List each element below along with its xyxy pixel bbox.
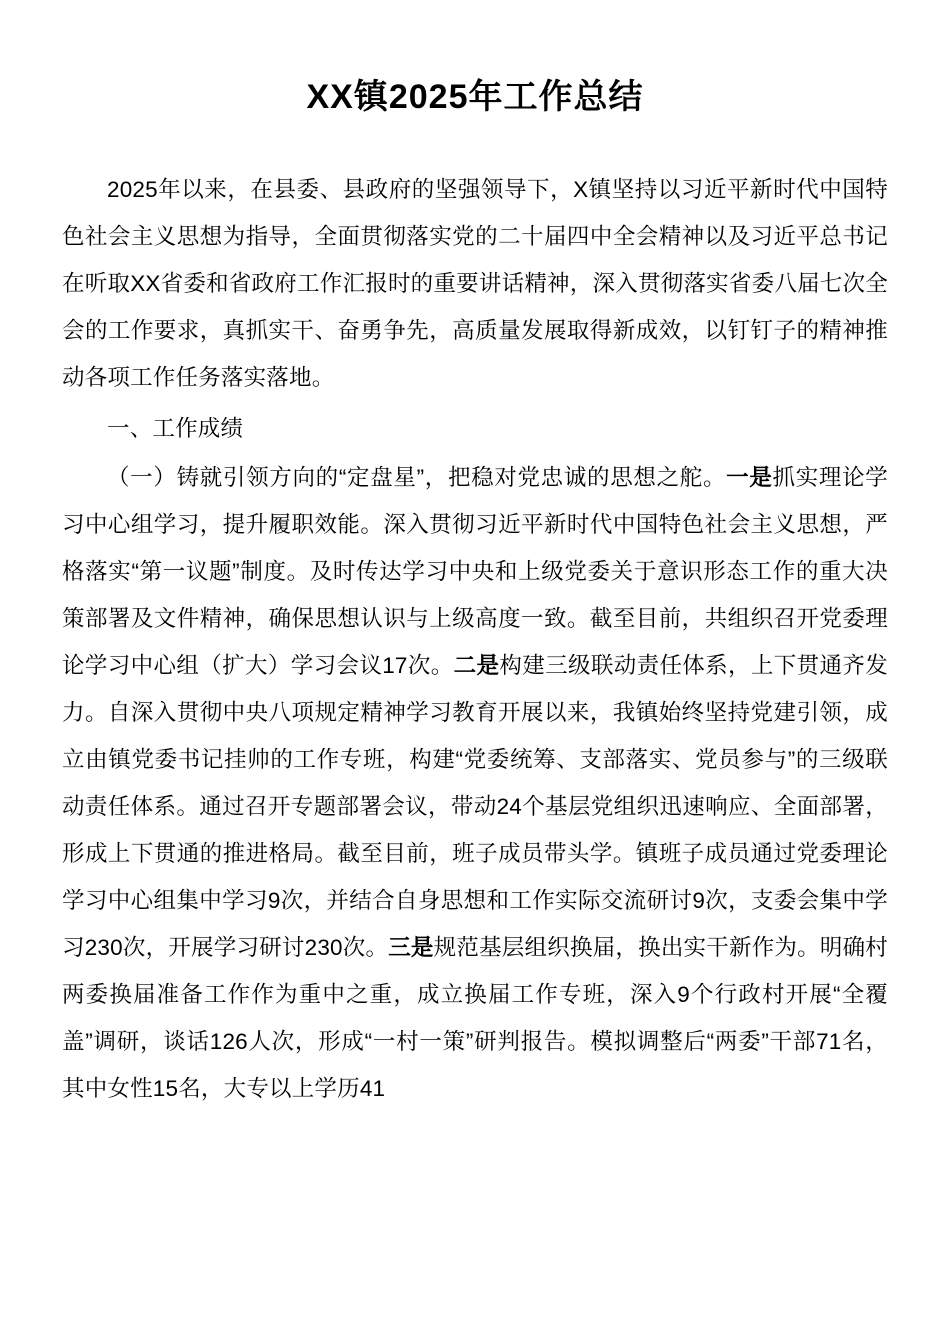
text-run-2-2: 抓实理论学习中心组学习，提升履职效能。深入贯彻习近平新时代中国特色社会主义思想，严格落实“第一议题”制度。及时传达学习中央和上级党委关于意识形态工作的重大决策部署及文件精神，确保思想认识与上级高度一致。截至目前，共组织召开党委理论学习中心组（扩大）学习会议17次。 [62, 464, 888, 678]
text-run-2-4: 构建三级联动责任体系，上下贯通齐发力。自深入贯彻中央八项规定精神学习教育开展以来，我镇始终坚持党建引领，成立由镇党委书记挂帅的工作专班，构建“党委统筹、支部落实、党员参与”的三级联动责任体系。通过召开专题部署会议，带动24个基层党组织迅速响应、全面部署，形成上下贯通的推进格局。截至目前，班子成员带头学。镇班子成员通过党委理论学习中心组集中学习9次，并结合自身思想和工作实际交流研讨9次，支委会集中学习230次，开展学习研讨230次。 [62, 652, 888, 960]
emphasis-run-2-1: 一是 [726, 464, 773, 490]
document-body [62, 166, 888, 1112]
title-spacer [62, 156, 888, 166]
heading-section-one [62, 405, 888, 452]
paragraph-subsection-one [62, 454, 888, 1112]
text-run-2-0: （一）铸就引领方向的“定盘星”，把稳对党忠诚的思想之舵。 [107, 464, 727, 490]
text-run-0-0: 2025年以来，在县委、县政府的坚强领导下，X镇坚持以习近平新时代中国特色社会主义思想为指导，全面贯彻落实党的二十届四中全会精神以及习近平总书记在听取XX省委和省政府工作汇报时的重要讲话精神，深入贯彻落实省委八届七次全会的工作要求，真抓实干、奋勇争先，高质量发展取得新成效，以钉钉子的精神推动各项工作任务落实落地。 [62, 176, 888, 390]
text-run-2-6: 规范基层组织换届，换出实干新作为。明确村两委换届准备工作作为重中之重，成立换届工作专班，深入9个行政村开展“全覆盖”调研，谈话126人次，形成“一村一策”研判报告。模拟调整后“两委”干部71名，其中女性15名，大专以上学历41 [62, 934, 888, 1101]
emphasis-run-2-3: 二是 [453, 652, 500, 678]
page-title: XX镇2025年工作总结 [306, 78, 644, 116]
paragraph-opening [62, 166, 888, 401]
text-run-1-0: 一、工作成绩 [107, 415, 244, 441]
emphasis-run-2-5: 三是 [388, 934, 434, 960]
